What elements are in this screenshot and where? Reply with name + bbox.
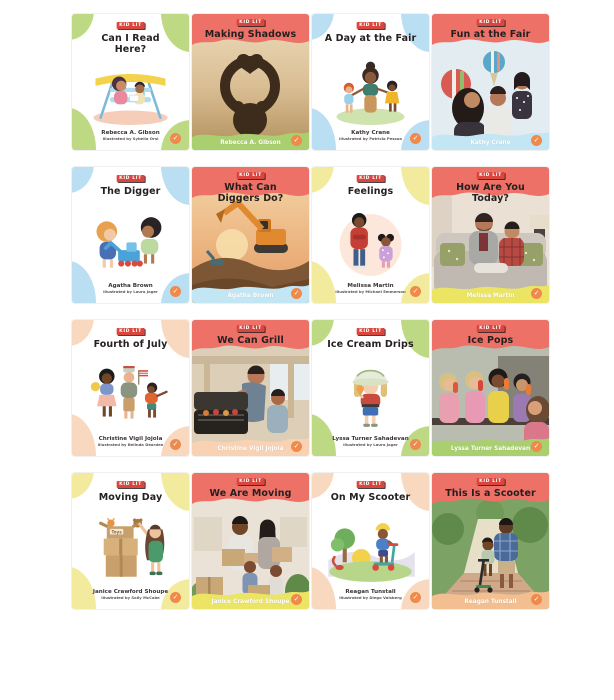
book-cover-the-digger[interactable] [72, 167, 189, 303]
kidlit-logo-badge: KID LIT [236, 478, 265, 485]
check-badge-icon: ✓ [291, 441, 302, 452]
book-author: Reagan Tunstall [464, 599, 517, 605]
book-author: Janice Crawford Shoupe [211, 599, 290, 605]
book-author: Christine Vigil Jojola [98, 436, 163, 442]
check-badge-icon: ✓ [410, 592, 421, 603]
illustrator-credit: Illustrated by Sally McCabe [101, 595, 160, 600]
check-badge-icon: ✓ [170, 592, 181, 603]
book-title: What Can Diggers Do? [217, 182, 284, 205]
book-title: Fun at the Fair [450, 29, 531, 40]
kidlit-logo-badge: KID LIT [356, 481, 385, 488]
book-cover-fun-at-the-fair[interactable] [432, 14, 549, 150]
kidlit-logo-badge: KID LIT [116, 328, 145, 335]
book-cover-feelings[interactable] [312, 167, 429, 303]
book-author: Lyssa Turner Sahadevan [332, 436, 409, 442]
book-title: A Day at the Fair [324, 33, 417, 44]
cover-illustration [82, 517, 179, 585]
kidlit-logo-badge: KID LIT [116, 175, 145, 182]
check-badge-icon: ✓ [531, 594, 542, 605]
book-title: Can I Read Here? [101, 33, 160, 56]
book-cover-we-are-moving[interactable] [192, 473, 309, 609]
kidlit-logo-badge: KID LIT [356, 22, 385, 29]
kidlit-logo-badge: KID LIT [356, 328, 385, 335]
kidlit-logo-badge: KID LIT [476, 325, 505, 332]
book-cover-a-day-at-the-fair[interactable] [312, 14, 429, 150]
book-author: Janice Crawford Shoupe [92, 589, 169, 595]
check-badge-icon: ✓ [410, 133, 421, 144]
book-cover-fourth-of-july[interactable] [72, 320, 189, 456]
cover-illustration [82, 58, 179, 126]
book-cover-we-can-grill[interactable] [192, 320, 309, 456]
illustrator-credit: Illustrated by Laura Jager [103, 289, 158, 294]
kidlit-logo-badge: KID LIT [236, 172, 265, 179]
illustrator-credit: Illustrated by Belinda Dearden [97, 442, 164, 447]
cover-illustration [322, 211, 419, 279]
illustrator-credit: Illustrated by Laura Jager [343, 442, 398, 447]
cover-illustration [322, 517, 419, 585]
kidlit-logo-badge: KID LIT [356, 175, 385, 182]
check-badge-icon: ✓ [170, 439, 181, 450]
cover-illustration [322, 58, 419, 126]
book-author: Lyssa Turner Sahadevan [450, 446, 531, 452]
check-badge-icon: ✓ [410, 286, 421, 297]
book-cover-ice-pops[interactable] [432, 320, 549, 456]
illustrator-credit: Illustrated by Diego Vaisberg [339, 595, 402, 600]
book-cover-ice-cream-drips[interactable] [312, 320, 429, 456]
cover-grid [72, 14, 549, 609]
illustrator-credit: Illustrated by Sybella Orsi [102, 136, 159, 141]
book-cover-can-i-read-here[interactable] [72, 14, 189, 150]
book-title: This Is a Scooter [445, 488, 536, 499]
kidlit-logo-badge: KID LIT [236, 19, 265, 26]
kidlit-logo-badge: KID LIT [476, 172, 505, 179]
book-title: Moving Day [98, 492, 163, 503]
book-author: Christine Vigil Jojola [217, 446, 284, 452]
book-author: Kathy Crane [470, 140, 511, 146]
book-title: We Can Grill [217, 335, 284, 346]
check-badge-icon: ✓ [410, 439, 421, 450]
book-author: Rebecca A. Gibson [220, 140, 281, 146]
book-author: Agatha Brown [227, 293, 274, 299]
kidlit-logo-badge: KID LIT [476, 19, 505, 26]
book-title: Ice Cream Drips [327, 339, 414, 350]
cover-illustration [82, 364, 179, 432]
book-cover-what-can-diggers-do[interactable] [192, 167, 309, 303]
book-author: Melissa Martin [466, 293, 515, 299]
cover-illustration [82, 211, 179, 279]
book-title: Feelings [347, 186, 394, 197]
check-badge-icon: ✓ [291, 594, 302, 605]
book-title: Making Shadows [204, 29, 297, 40]
book-title: How Are You Today? [456, 182, 525, 205]
check-badge-icon: ✓ [531, 135, 542, 146]
cover-illustration [322, 364, 419, 432]
book-cover-how-are-you-today[interactable] [432, 167, 549, 303]
book-author: Agatha Brown [108, 283, 153, 289]
book-author: Kathy Crane [351, 130, 390, 136]
book-title: Ice Pops [467, 335, 514, 346]
check-badge-icon: ✓ [170, 286, 181, 297]
check-badge-icon: ✓ [291, 135, 302, 146]
book-cover-making-shadows[interactable] [192, 14, 309, 150]
book-author: Melissa Martin [347, 283, 394, 289]
check-badge-icon: ✓ [531, 441, 542, 452]
book-title: Fourth of July [93, 339, 168, 350]
check-badge-icon: ✓ [291, 288, 302, 299]
kidlit-logo-badge: KID LIT [476, 478, 505, 485]
svg-text:Toys: Toys [111, 529, 122, 535]
book-author: Rebecca A. Gibson [101, 130, 160, 136]
check-badge-icon: ✓ [170, 133, 181, 144]
illustrator-credit: Illustrated by Patricia Pessoa [339, 136, 402, 141]
kidlit-logo-badge: KID LIT [236, 325, 265, 332]
book-author: Reagan Tunstall [345, 589, 396, 595]
book-title: We Are Moving [209, 488, 292, 499]
book-title: The Digger [100, 186, 161, 197]
check-badge-icon: ✓ [531, 288, 542, 299]
book-title: On My Scooter [330, 492, 411, 503]
book-cover-this-is-a-scooter[interactable] [432, 473, 549, 609]
book-cover-on-my-scooter[interactable] [312, 473, 429, 609]
illustrator-credit: Illustrated by Michael Emmerson [335, 289, 406, 294]
book-cover-moving-day[interactable] [72, 473, 189, 609]
kidlit-logo-badge: KID LIT [116, 481, 145, 488]
kidlit-logo-badge: KID LIT [116, 22, 145, 29]
